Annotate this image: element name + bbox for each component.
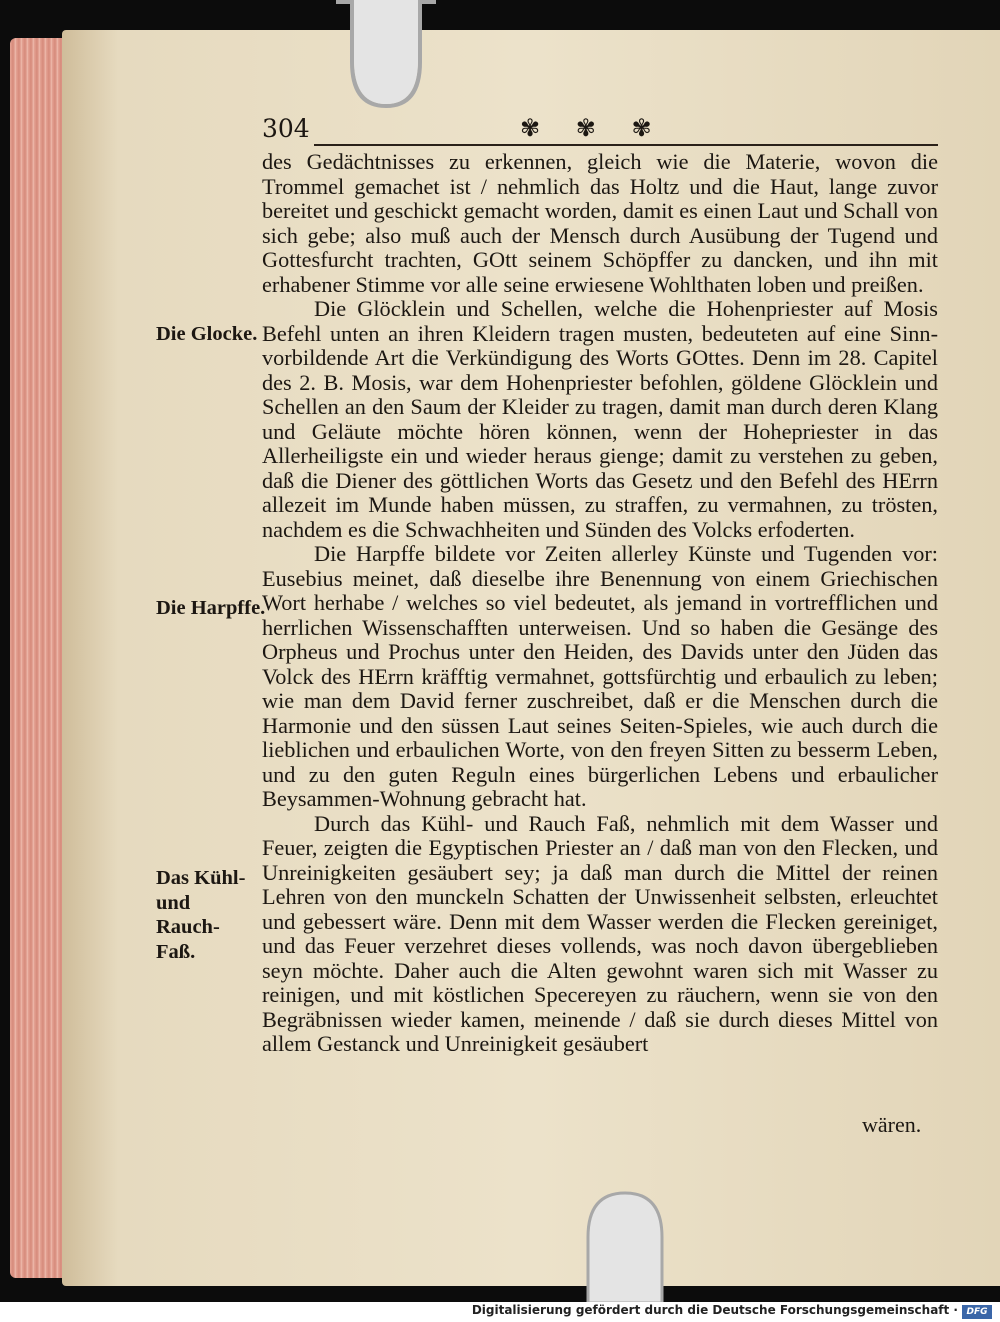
page-number: 304 xyxy=(262,114,310,143)
paragraph-bells: Die Glöcklein und Schellen, welche die Hohenpriester auf Mosis Befehl unten an ihren Kleidern tragen musten, bedeuteten auf eine Sinn-vorbildende Art die Verkündigung des Worts GOttes. Denn im 28. Capitel des 2. B. Mosis, war dem Hohenpriester befohlen, göldene Glöcklein und Schellen an den Saum der Kleider zu tragen, damit man durch deren Klang und Geläute möchte hören können, wenn der Hohepriester in das Allerheiligste ein und wieder heraus gienge; damit zu verstehen zu geben, daß die Diener des göttlichen Worts das Gesetz und den Befehl des HErrn allezeit im Munde haben müssen, zu straffen, zu vermahnen, zu trösten, nachdem es die Schwachheiten und Sünden des Volcks erfoderten. xyxy=(262,296,938,542)
book-page-edges xyxy=(10,38,70,1278)
margin-note-censer: Das Kühl- und Rauch-Faß. xyxy=(156,867,246,963)
body-text xyxy=(262,150,938,1140)
paragraph-harp: Die Harpffe bildete vor Zeiten allerley Künste und Tugenden vor: Eusebius meinet, daß dieselbe ihre Benennung von einem Griechischen Wort herhabe / welches so viel bedeutet, als jemand in vortrefflichen und herrlichen Wissenschafften unterweisen. Und so haben die Gesänge des Orpheus und Prochus unter den Heiden, des Davids unter den Jüden das Volck des HErrn kräfftig vermahnet, gottsfürchtig und erbaulich zu leben; wie man dem David ferner zuschreibet, daß er die Menschen durch die Harmonie und den süssen Laut seines Seiten-Spieles, wie auch durch die lieblichen und erbaulichen Worte, von den freyen Sitten zu besserm Leben, und zu den guten Reguln eines bürgerlichen Lebens und erbaulicher Beysammen-Wohnung gebracht hat. xyxy=(262,541,938,811)
page-clip-top xyxy=(336,0,436,108)
catchword: wären. xyxy=(862,1112,922,1137)
funding-credit: Digitalisierung gefördert durch die Deutsche Forschungsgemeinschaft · xyxy=(471,1303,958,1317)
header-rule xyxy=(314,144,938,146)
page-clip-bottom xyxy=(560,1185,690,1303)
page-header xyxy=(262,114,938,146)
header-ornaments: ✾ ✾ ✾ xyxy=(520,114,666,142)
margin-note-harp: Die Harpffe. xyxy=(156,597,266,619)
paragraph-continuation: des Gedächtnisses zu erkennen, gleich wie die Materie, wovon die Trommel gemachet ist / nehmlich das Holtz und die Haut, lange zuvor bereitet und geschickt gemacht worden, damit es einen Laut und Schall von sich gebe; also muß auch der Mensch durch Ausübung der Tugend und Gottesfurcht trachten, GOtt seinem Schöpffer zu dancken, und ihn mit erhabener Stimme vor alle seine erwiesene Wohlthaten loben und preißen. xyxy=(262,150,938,297)
margin-note-bell: Die Glocke. xyxy=(156,323,258,345)
paragraph-censer: Durch das Kühl- und Rauch Faß, nehmlich mit dem Wasser und Feuer, zeigten die Egyptischen Priester an / daß man von den Flecken, und Unreinigkeiten gesäubert sey; ja daß man durch die Mittel der reinen Lehren von den munckeln Schatten der Unwissenheit selbsten, erleuchtet und gebessert wäre. Denn mit dem Wasser werden die Flecken gereiniget, und das Feuer verzehret dieses vollends, was noch davon übergeblieben seyn möchte. Daher auch die Alten gewohnt waren sich mit Wasser zu reinigen, und mit köstlichen Specereyen zu räuchern, wenn sie von den Begräbnissen wieder kamen, meinende / daß sie durch dieses Mittel von allem Gestanck und Unreinigkeit gesäubert xyxy=(262,810,938,1056)
footer-bar xyxy=(0,1302,1000,1322)
dfg-logo: DFG xyxy=(962,1305,992,1319)
